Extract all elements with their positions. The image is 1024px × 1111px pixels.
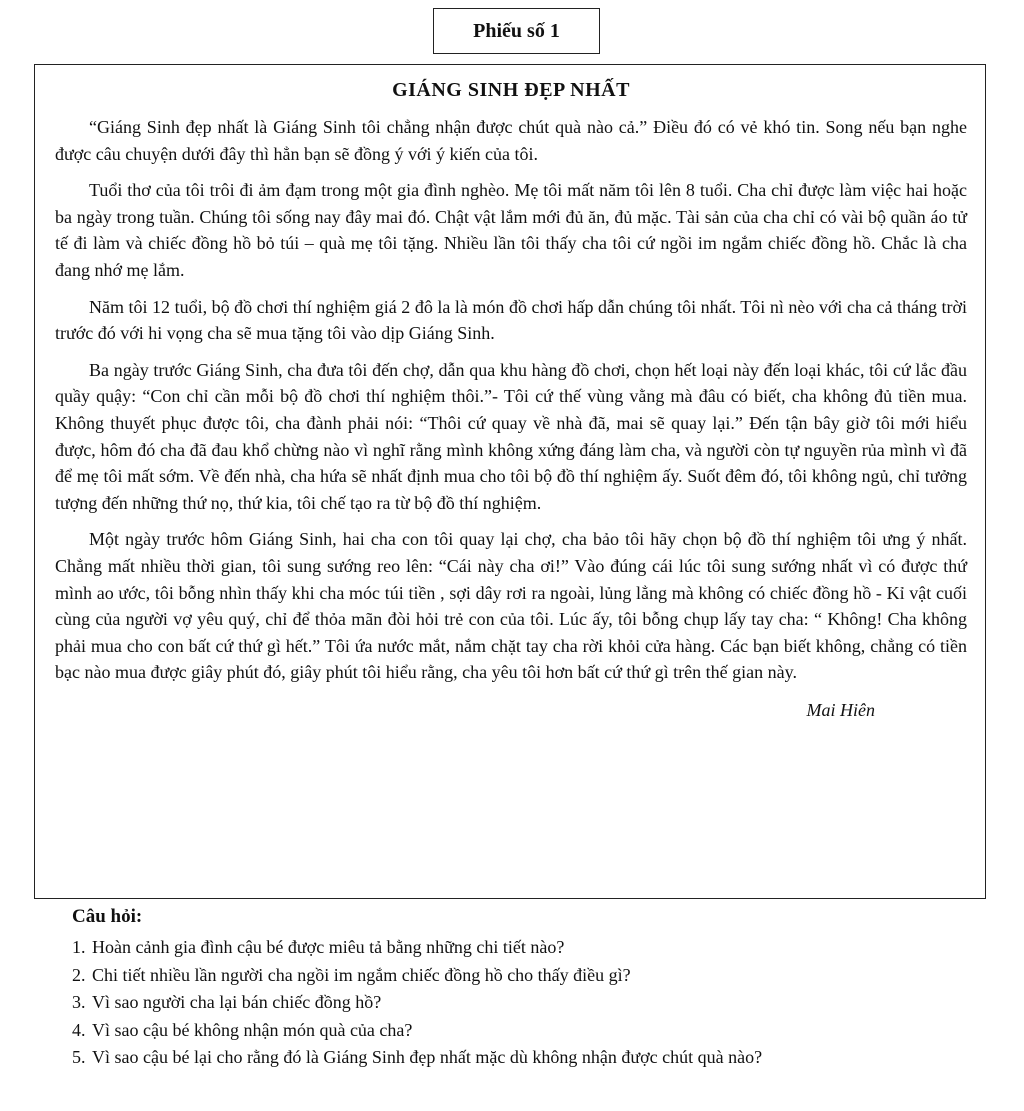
question-number: 5.	[72, 1047, 86, 1068]
questions-heading: Câu hỏi:	[72, 906, 143, 927]
story-paragraph: Năm tôi 12 tuổi, bộ đồ chơi thí nghiệm giá 2 đô la là món đồ chơi hấp dẫn chúng tôi nhất. Tôi nì nèo với cha cả tháng trời trước đó với hi vọng cha sẽ mua tặng tôi vào dịp Giáng Sinh.	[55, 296, 967, 344]
story-paragraph: Ba ngày trước Giáng Sinh, cha đưa tôi đến chợ, dẫn qua khu hàng đồ chơi, chọn hết loại này đến loại khác, tôi cứ lắc đầu quầy quậy: “Con chỉ cần mỗi bộ đồ chơi thí nghiệm thôi.”- Tôi cứ thế vùng vằng mà đâu có biết, cha không đủ tiền mua. Không thuyết phục được tôi, cha đành phải nói: “Thôi cứ quay về nhà đã, mai sẽ quay lại.” Đến tận bây giờ tôi mới hiểu được, hôm đó cha đã đau khổ chừng nào vì nghĩ rằng mình không xứng đáng làm cha, và người còn tự nguyền rủa mình vì đã để mẹ tôi mất sớm. Về đến nhà, cha hứa sẽ nhất định mua cho tôi bộ đồ thí nghiệm ấy. Suốt đêm đó, tôi không ngủ, chỉ tưởng tượng đến những thứ nọ, thứ kia, tôi chế tạo ra từ bộ đồ thí nghiệm.	[55, 359, 967, 513]
story-paragraph: Tuổi thơ của tôi trôi đi ảm đạm trong một gia đình nghèo. Mẹ tôi mất năm tôi lên 8 tuổi. Cha chỉ được làm việc hai hoặc ba ngày trong tuần. Chúng tôi sống nay đây mai đó. Chật vật lắm mới đủ ăn, đủ mặc. Tài sản của cha chỉ có vài bộ quần áo tử tế đi làm và chiếc đồng hồ bỏ túi – quà mẹ tôi tặng. Nhiều lần tôi thấy cha tôi cứ ngồi im ngắm chiếc đồng hồ. Chắc là cha đang nhớ mẹ lắm.	[55, 180, 967, 280]
story-author: Mai Hiên	[806, 699, 875, 720]
question-item	[72, 962, 992, 990]
question-text: Vì sao người cha lại bán chiếc đồng hồ?	[92, 992, 382, 1013]
question-list	[72, 934, 992, 1072]
question-item	[72, 1017, 992, 1045]
question-number: 2.	[72, 964, 86, 985]
question-text: Chi tiết nhiều lần người cha ngồi im ngắm chiếc đồng hồ cho thấy điều gì?	[92, 964, 631, 985]
story-paragraph: Một ngày trước hôm Giáng Sinh, hai cha con tôi quay lại chợ, cha bảo tôi hãy chọn bộ đồ thí nghiệm tôi ưng ý nhất. Chẳng mất nhiều thời gian, tôi sung sướng reo lên: “Cái này cha ơi!” Vào đúng cái lúc tôi sung sướng nhất vì có được thứ mình ao ước, tôi bỗng nhìn thấy khi cha móc túi tiền , sợi dây rơi ra ngoài, lủng lẳng mà không có chiếc đồng hồ - Kỉ vật cuối cùng của người vợ yêu quý, chỉ để thỏa mãn đòi hỏi trẻ con của tôi. Lúc ấy, tôi bỗng chụp lấy tay cha: “ Không! Cha không phải mua cho con bất cứ thứ gì hết.” Tôi ứa nước mắt, nắm chặt tay cha rời khỏi cửa hàng. Các bạn biết không, chẳng có tiền bạc nào mua được giây phút đó, giây phút tôi hiểu rằng, cha yêu tôi hơn bất cứ thứ gì trên thế gian này.	[55, 529, 967, 683]
question-item	[72, 934, 992, 962]
question-item	[72, 989, 992, 1017]
questions-section	[72, 906, 992, 1072]
question-number: 4.	[72, 1019, 86, 1040]
question-text: Hoàn cảnh gia đình cậu bé được miêu tả bằng những chi tiết nào?	[92, 937, 565, 957]
question-text: Vì sao cậu bé không nhận món quà của cha?	[92, 1019, 413, 1040]
question-text: Vì sao cậu bé lại cho rằng đó là Giáng Sinh đẹp nhất mặc dù không nhận được chút quà nào?	[92, 1047, 763, 1068]
sheet-label: Phiếu số 1	[433, 8, 600, 54]
question-number: 3.	[72, 992, 86, 1013]
question-number: 1.	[72, 937, 86, 957]
question-item	[72, 1044, 992, 1072]
story-paragraph: “Giáng Sinh đẹp nhất là Giáng Sinh tôi chẳng nhận được chút quà nào cả.” Điều đó có vẻ khó tin. Song nếu bạn nghe được câu chuyện dưới đây thì hẳn bạn sẽ đồng ý với ý kiến của tôi.	[55, 117, 967, 164]
story-title: GIÁNG SINH ĐẸP NHẤT	[392, 79, 630, 101]
story-box	[34, 64, 986, 899]
